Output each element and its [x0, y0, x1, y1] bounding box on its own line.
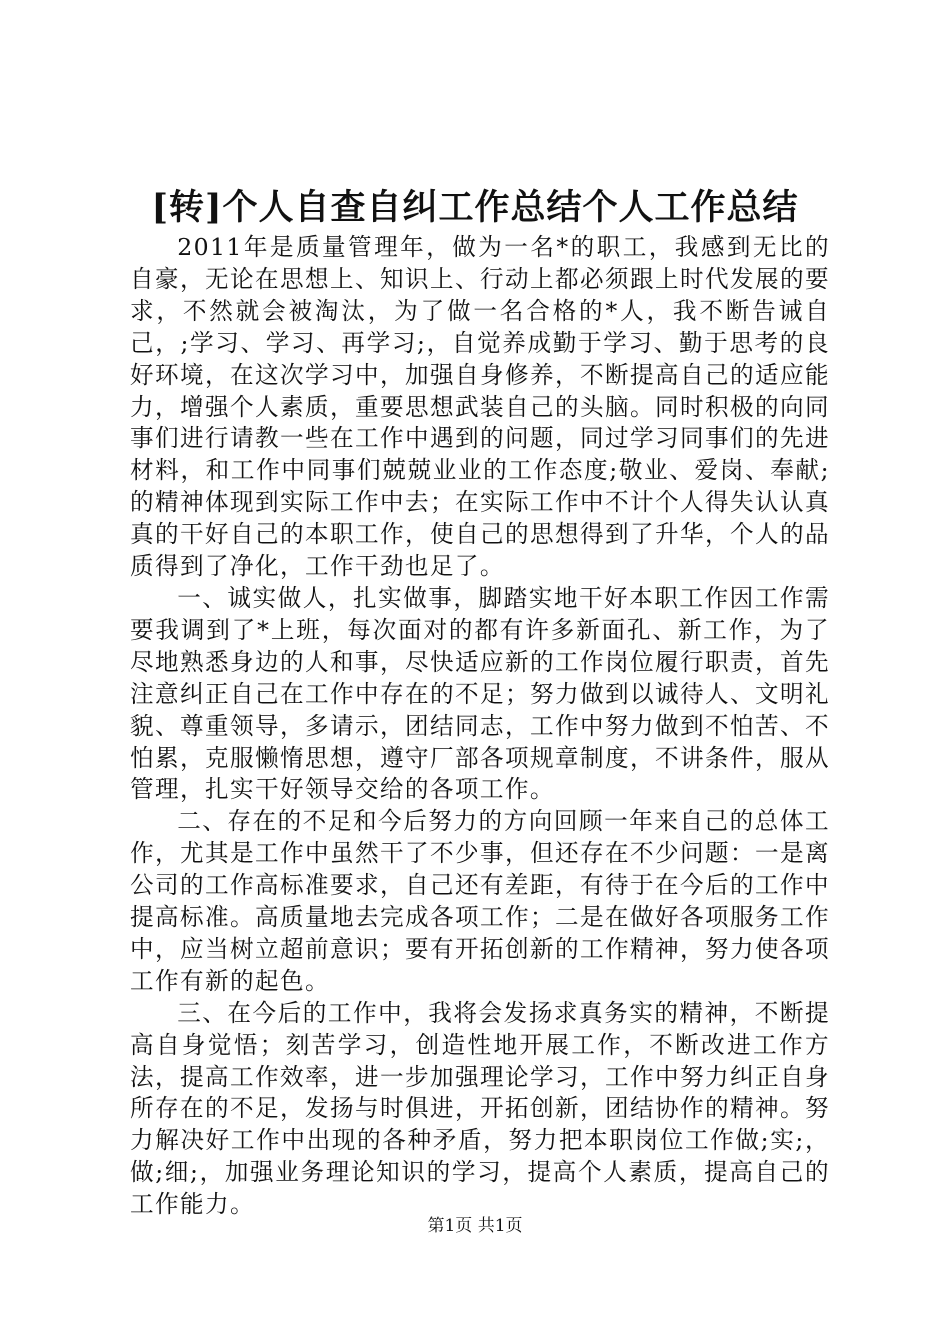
paragraph-section-1: 一、诚实做人，扎实做事，脚踏实地干好本职工作因工作需要我调到了*上班，每次面对的都有许多新面孔、新工作，为了尽地熟悉身边的人和事，尽快适应新的工作岗位履行职责，首先注意纠正自己在工作中存在的不足；努力做到以诚待人、文明礼貌、尊重领导，多请示，团结同志，工作中努力做到不怕苦、不怕累，克服懒惰思想，遵守厂部各项规章制度，不讲条件，服从管理，扎实干好领导交给的各项工作。 — [130, 583, 830, 804]
paragraph-section-3: 三、在今后的工作中，我将会发扬求真务实的精神，不断提高自身觉悟；刻苦学习，创造性地开展工作，不断改进工作方法，提高工作效率，进一步加强理论学习，工作中努力纠正自身所存在的不足，发扬与时俱进，开拓创新，团结协作的精神。努力解决好工作中出现的各种矛盾，努力把本职岗位工作做;实;，做;细;，加强业务理论知识的学习，提高个人素质，提高自己的工作能力。 — [130, 998, 830, 1219]
paragraph-section-2: 二、存在的不足和今后努力的方向回顾一年来自己的总体工作，尤其是工作中虽然干了不少事，但还存在不少问题：一是离公司的工作高标准要求，自己还有差距，有待于在今后的工作中提高标准。高质量地去完成各项工作；二是在做好各项服务工作中，应当树立超前意识；要有开拓创新的工作精神，努力使各项工作有新的起色。 — [130, 807, 830, 995]
document-title: [转]个人自查自纠工作总结个人工作总结 — [151, 187, 799, 228]
document-body — [130, 232, 830, 1221]
page-number-footer: 第1页 共1页 — [427, 1216, 523, 1236]
paragraph-intro: 2011年是质量管理年，做为一名*的职工，我感到无比的自豪，无论在思想上、知识上、行动上都必须跟上时代发展的要求，不然就会被淘汰，为了做一名合格的*人，我不断告诫自己，;学习、学习、再学习;，自觉养成勤于学习、勤于思考的良好环境，在这次学习中，加强自身修养，不断提高自己的适应能力，增强个人素质，重要思想武装自己的头脑。同时积极的向同事们进行请教一些在工作中遇到的问题，同过学习同事们的先进材料，和工作中同事们兢兢业业的工作态度;敬业、爱岗、奉献;的精神体现到实际工作中去；在实际工作中不计个人得失认认真真的干好自己的本职工作，使自己的思想得到了升华，个人的品质得到了净化，工作干劲也足了。 — [130, 233, 830, 581]
